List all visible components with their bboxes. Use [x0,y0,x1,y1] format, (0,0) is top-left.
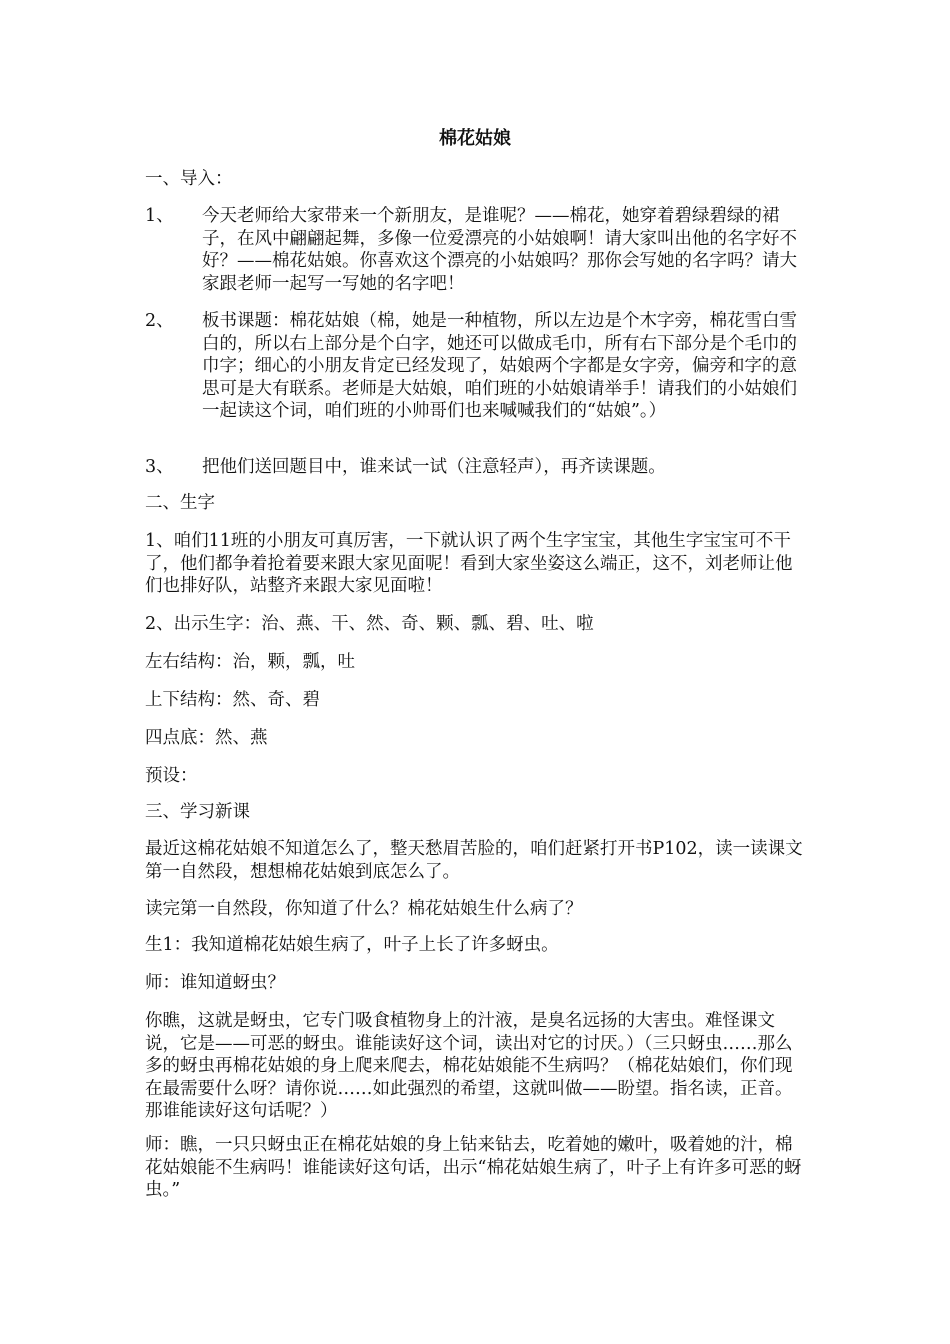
paragraph: 师：谁知道蚜虫？ [145,973,285,993]
item-text-3: 把他们送回题目中，谁来试一试（注意轻声），再齐读课题。 [202,457,666,477]
item-number-1: 1、 [145,206,174,226]
paragraph: 生1：我知道棉花姑娘生病了，叶子上长了许多蚜虫。 [145,935,559,955]
section-heading-characters: 二、生字 [145,493,215,513]
item-number-2: 2、 [145,311,174,331]
paragraph: 师：瞧，一只只蚜虫正在棉花姑娘的身上钻来钻去，吃着她的嫩叶，吸着她的汁，棉花姑娘能不生病吗！谁能读好这句话，出示“棉花姑娘生病了，叶子上有许多可恶的蚜虫。” [145,1135,802,1200]
section-heading-intro: 一、导入： [145,169,233,189]
paragraph: 左右结构：治，颗，瓢，吐 [145,652,355,672]
page-title: 棉花姑娘 [439,128,511,149]
paragraph: 上下结构：然、奇、碧 [145,690,320,710]
paragraph: 预设： [145,766,198,786]
item-text-2: 板书课题：棉花姑娘（棉，她是一种植物，所以左边是个木字旁，棉花雪白雪白的，所以右上部分是个白字，她还可以做成毛巾，所有右下部分是个毛巾的巾字；细心的小朋友肯定已经发现了，姑娘两个字都是女字旁，偏旁和字的意思可是大有联系。老师是大姑娘，咱们班的小姑娘请举手！请我们的小姑娘们一起读这个词，咱们班的小帅哥们也来喊喊我们的“姑娘”。） [202,311,797,421]
paragraph: 2、出示生字：治、燕、干、然、奇、颗、瓢、碧、吐、啦 [145,614,594,634]
item-text-1: 今天老师给大家带来一个新朋友，是谁呢？——棉花，她穿着碧绿碧绿的裙子，在风中翩翩起舞，多像一位爱漂亮的小姑娘啊！请大家叫出他的名字好不好？——棉花姑娘。你喜欢这个漂亮的小姑娘吗？那你会写她的名字吗？请大家跟老师一起写一写她的名字吧！ [202,206,797,294]
paragraph: 读完第一自然段，你知道了什么？棉花姑娘生什么病了？ [145,899,583,919]
paragraph: 你瞧，这就是蚜虫，它专门吸食植物身上的汁液，是臭名远扬的大害虫。难怪课文说，它是——可恶的蚜虫。谁能读好这个词，读出对它的讨厌。）（三只蚜虫……那么多的蚜虫再棉花姑娘的身上爬来爬去，棉花姑娘能不生病吗？（棉花姑娘们，你们现在最需要什么呀？请你说……如此强烈的希望，这就叫做——盼望。指名读，正音。那谁能读好这句话呢？） [145,1011,793,1121]
item-number-3: 3、 [145,457,174,477]
paragraph: 1、咱们11班的小朋友可真厉害，一下就认识了两个生字宝宝，其他生字宝宝可不干了，他们都争着抢着要来跟大家见面呢！看到大家坐姿这么端正，这不，刘老师让他们也排好队，站整齐来跟大家见面啦！ [145,531,793,596]
section-heading-new-lesson: 三、学习新课 [145,802,250,822]
paragraph: 最近这棉花姑娘不知道怎么了，整天愁眉苦脸的，咱们赶紧打开书P102，读一读课文第一自然段，想想棉花姑娘到底怎么了。 [145,839,803,882]
paragraph: 四点底：然、燕 [145,728,268,748]
